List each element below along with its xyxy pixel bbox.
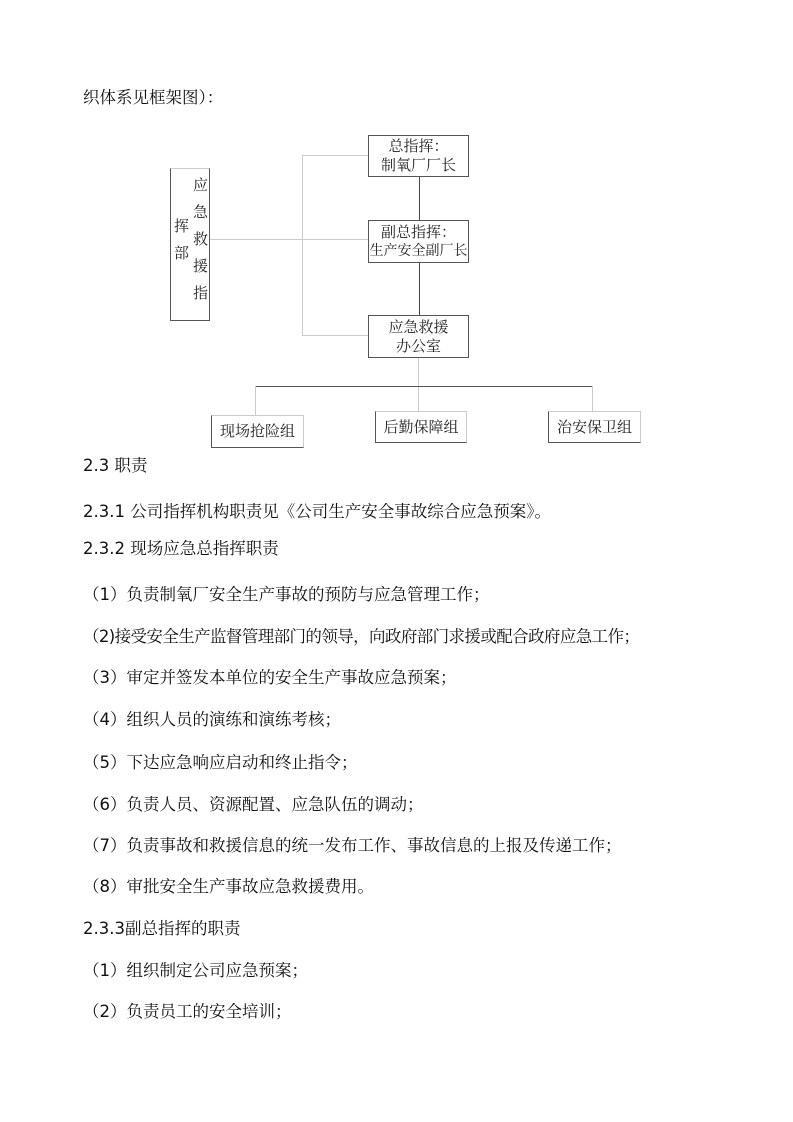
list-item: （2)接受安全生产监督管理部门的领导，向政府部门求援或配合政府应急工作； [83, 627, 640, 646]
list-item: （1）负责制氧厂安全生产事故的预防与应急管理工作； [83, 585, 490, 604]
list-item: （1）组织制定公司应急预案； [83, 961, 308, 980]
deputy-box [368, 220, 469, 263]
connector [418, 357, 419, 411]
commander-role: 制氧厂厂长 [380, 156, 456, 174]
commander-title: 总指挥： [388, 137, 449, 155]
heading-2-3: 2.3 职责 [83, 456, 148, 475]
group-rescue: 现场抢险组 [211, 415, 304, 448]
office-line2: 办公室 [395, 336, 441, 355]
office-line1: 应急救援 [388, 317, 449, 336]
list-item: （7）负责事故和救援信息的统一发布工作、事故信息的上报及传递工作； [83, 836, 622, 855]
connector [302, 155, 303, 335]
connector [209, 239, 368, 240]
hq-box: 应急救援指挥部 [170, 168, 210, 321]
connector [302, 335, 368, 336]
deputy-title: 副总指挥： [380, 222, 456, 241]
group-logistics: 后勤保障组 [375, 411, 467, 443]
connector [302, 155, 368, 156]
heading-2-3-1: 2.3.1 公司指挥机构职责见《公司生产安全事故综合应急预案》。 [83, 502, 551, 521]
intro-text: 织体系见框架图）： [83, 88, 224, 107]
commander-box [368, 135, 469, 177]
connector [255, 386, 256, 415]
list-item: （4）组织人员的演练和演练考核； [83, 710, 341, 729]
list-item: （8）审批安全生产事故应急救援费用。 [83, 877, 374, 896]
group-security: 治安保卫组 [548, 411, 641, 443]
list-item: （5）下达应急响应启动和终止指令； [83, 753, 358, 772]
office-box [368, 315, 469, 358]
list-item: （6）负责人员、资源配置、应急队伍的调动； [83, 795, 424, 814]
deputy-role: 生产安全副厂长 [369, 242, 468, 259]
heading-2-3-2: 2.3.2 现场应急总指挥职责 [83, 539, 279, 558]
connector [592, 386, 593, 411]
connector [255, 386, 593, 387]
list-item: （2）负责员工的安全培训； [83, 1002, 292, 1021]
heading-2-3-3: 2.3.3副总指挥的职责 [83, 919, 241, 938]
list-item: （3）审定并签发本单位的安全生产事故应急预案； [83, 668, 457, 687]
